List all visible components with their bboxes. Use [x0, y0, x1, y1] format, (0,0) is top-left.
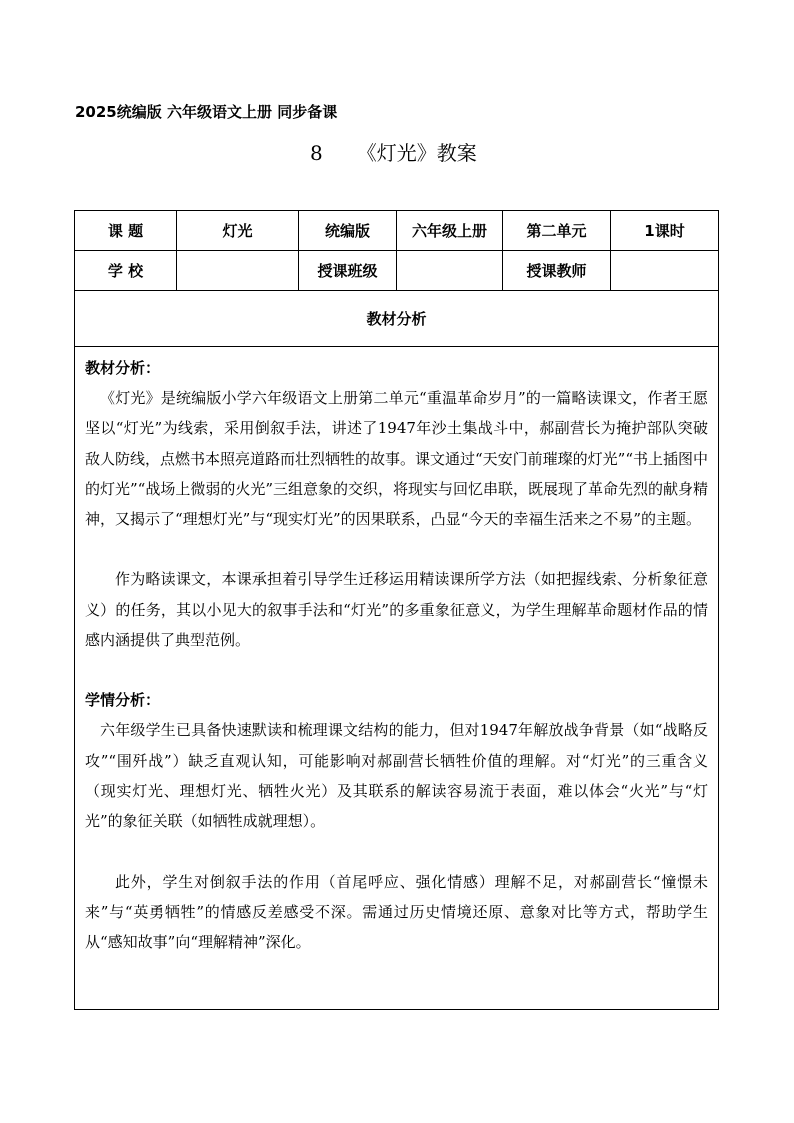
- textbook-analysis-paragraph-1: 《灯光》是统编版小学六年级语文上册第二单元“重温革命岁月”的一篇略读课文，作者王愿坚以“灯光”为线索，采用倒叙手法，讲述了1947年沙土集战斗中，郝副营长为掩护部队突破敌人防线，点燃书本照亮道路而壮烈牺牲的故事。课文通过“天安门前璀璨的灯光”“书上插图中的灯光”“战场上微弱的火光”三组意象的交织，将现实与回忆串联，既展现了革命先烈的献身精神，又揭示了“理想灯光”与“现实灯光”的因果联系，凸显“今天的幸福生活来之不易”的主题。: [85, 389, 709, 529]
- label-lesson-topic: 课 题: [75, 211, 177, 251]
- content-row: [75, 347, 719, 1010]
- textbook-analysis-heading: 教材分析：: [85, 359, 161, 377]
- student-analysis-paragraph-2: 此外，学生对倒叙手法的作用（首尾呼应、强化情感）理解不足，对郝副营长“憧憬未来”与“英勇牺牲”的情感反差感受不深。需通过历史情境还原、意象对比等方式，帮助学生从“感知故事”向“理解精神”深化。: [85, 872, 708, 952]
- info-row-lesson: [75, 211, 719, 251]
- lesson-number: 8: [310, 141, 323, 165]
- paragraph-spacer: [85, 837, 708, 867]
- value-class-hours: 1课时: [611, 211, 719, 251]
- label-school: 学 校: [75, 251, 177, 291]
- info-row-school: [75, 251, 719, 291]
- value-teacher[interactable]: [611, 251, 719, 291]
- lesson-plan-table: [74, 210, 719, 1010]
- textbook-analysis-paragraph-2: 作为略读课文，本课承担着引导学生迁移运用精读课所学方法（如把握线索、分析象征意义）的任务，其以小见大的叙事手法和“灯光”的多重象征意义，为学生理解革命题材作品的情感内涵提供了典型范例。: [85, 570, 708, 650]
- value-school[interactable]: [177, 251, 299, 291]
- section-row: [75, 291, 719, 347]
- label-teacher: 授课教师: [503, 251, 611, 291]
- paragraph-spacer: [85, 534, 708, 564]
- student-analysis-heading: 学情分析：: [85, 691, 161, 710]
- label-teaching-class: 授课班级: [299, 251, 397, 291]
- analysis-content: [75, 347, 719, 1010]
- value-lesson-topic: 灯光: [177, 211, 299, 251]
- lesson-title-text: 《灯光》教案: [356, 141, 477, 165]
- value-teaching-class[interactable]: [397, 251, 503, 291]
- lesson-title: [310, 137, 477, 166]
- value-unit: 第二单元: [503, 211, 611, 251]
- value-grade-volume: 六年级上册: [397, 211, 503, 251]
- document-header: 2025统编版 六年级语文上册 同步备课: [75, 103, 338, 121]
- paragraph-spacer: [85, 655, 708, 685]
- student-analysis-paragraph-1: 六年级学生已具备快速默读和梳理课文结构的能力，但对1947年解放战争背景（如“战略反攻”“围歼战”）缺乏直观认知，可能影响对郝副营长牺牲价值的理解。对“灯光”的三重含义（现实灯光、理想灯光、牺牲火光）及其联系的解读容易流于表面，难以体会“火光”与“灯光”的象征关联（如牺牲成就理想）。: [85, 721, 708, 831]
- section-title: 教材分析: [75, 291, 719, 347]
- value-edition: 统编版: [299, 211, 397, 251]
